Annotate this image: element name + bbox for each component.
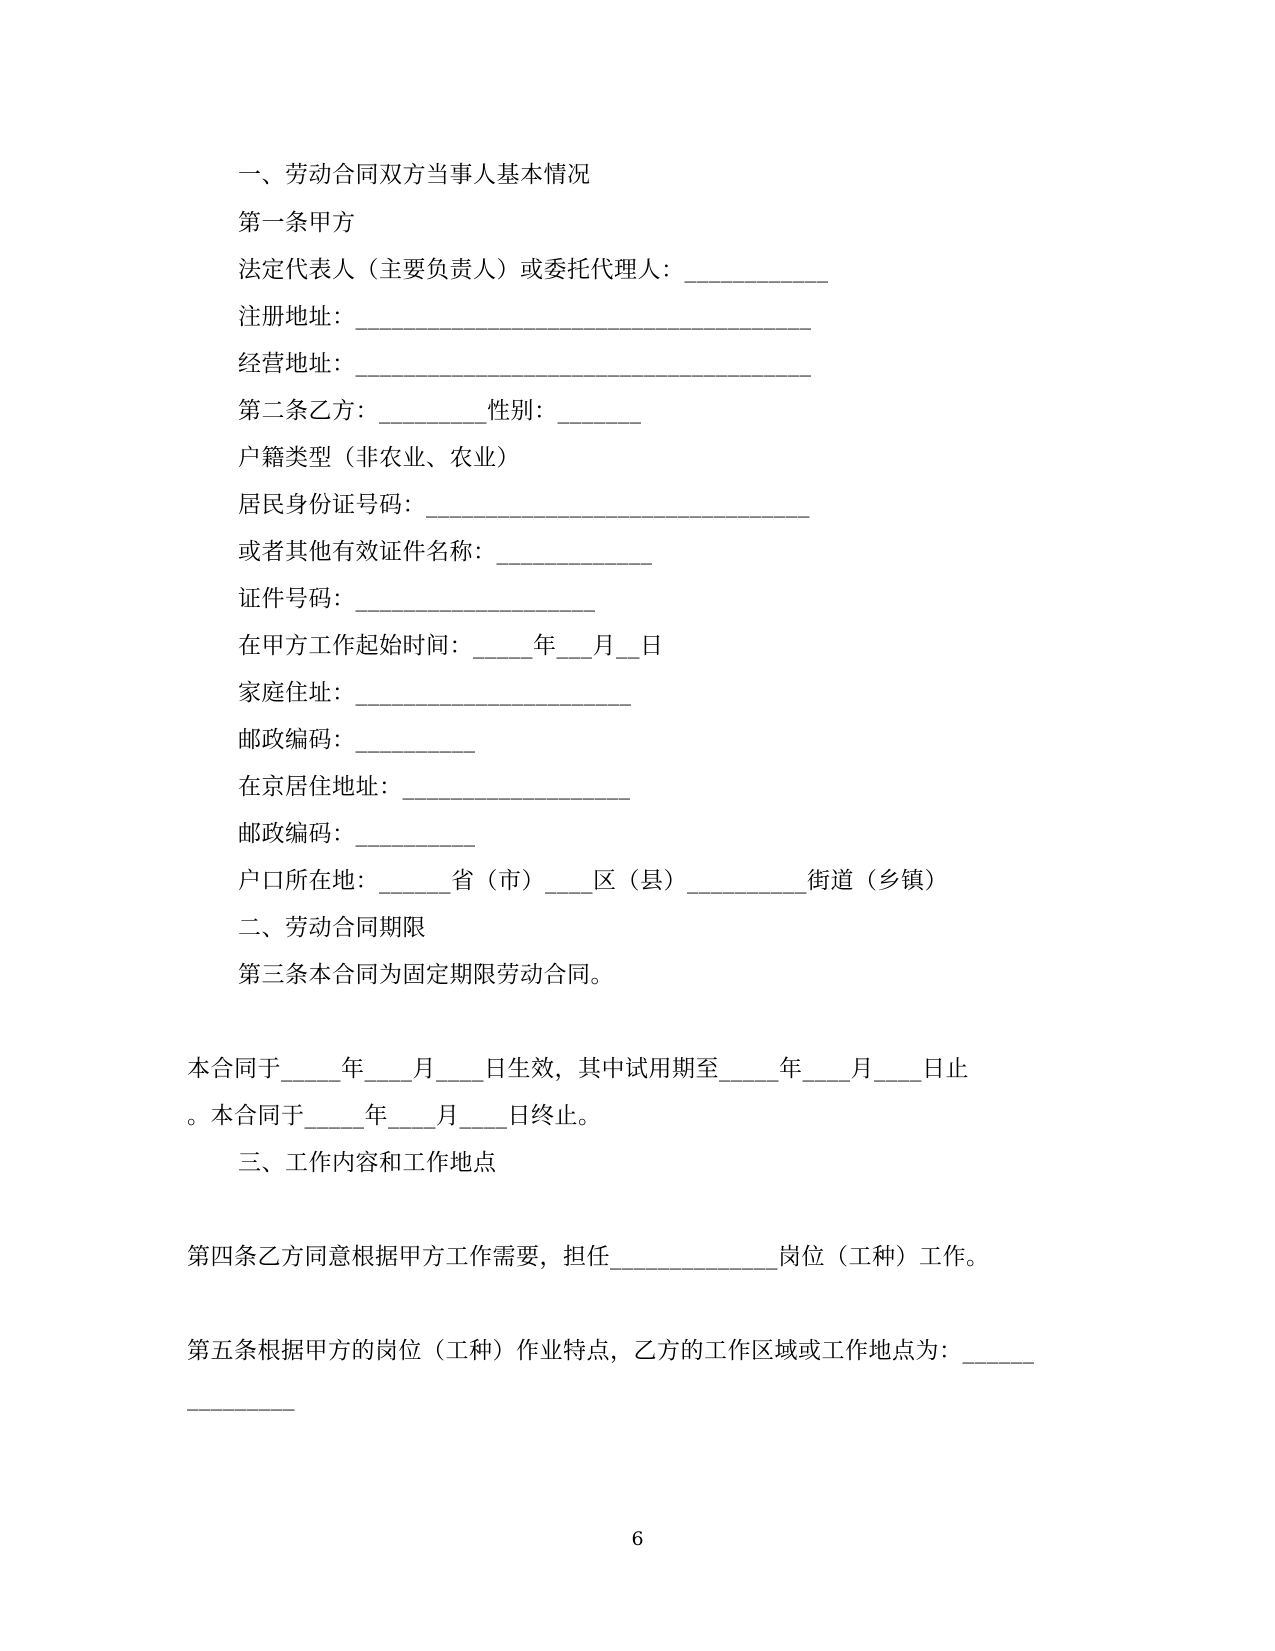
business-address-field: 经营地址：______________________________________ [238, 351, 812, 377]
article-5-work-location-line: 第五条根据甲方的岗位（工种）作业特点，乙方的工作区域或工作地点为：______ [187, 1338, 1035, 1364]
section-heading-term: 二、劳动合同期限 [238, 915, 426, 941]
household-type-line: 户籍类型（非农业、农业） [238, 445, 520, 471]
article-3-line: 第三条本合同为固定期限劳动合同。 [238, 962, 614, 988]
contract-effective-date-line: 本合同于_____年____月____日生效，其中试用期至_____年____月____日止 [187, 1056, 969, 1082]
postal-code-field-1: 邮政编码：__________ [238, 727, 476, 753]
page-number: 6 [631, 1528, 644, 1550]
household-registration-field: 户口所在地：______省（市）____区（县）__________街道（乡镇） [238, 868, 948, 894]
article-1-party-a: 第一条甲方 [238, 210, 356, 236]
home-address-field: 家庭住址：_______________________ [238, 680, 632, 706]
postal-code-field-2: 邮政编码：__________ [238, 821, 476, 847]
other-certificate-name-field: 或者其他有效证件名称：_____________ [238, 539, 653, 565]
section-heading-parties: 一、劳动合同双方当事人基本情况 [238, 162, 591, 188]
section-heading-work: 三、工作内容和工作地点 [238, 1150, 497, 1176]
legal-representative-field: 法定代表人（主要负责人）或委托代理人：____________ [238, 257, 829, 283]
id-card-number-field: 居民身份证号码：________________________________ [238, 492, 810, 518]
employment-start-date-field: 在甲方工作起始时间：_____年___月__日 [238, 633, 664, 659]
certificate-number-field: 证件号码：____________________ [238, 586, 596, 612]
contract-termination-date-line: 。本合同于_____年____月____日终止。 [187, 1103, 602, 1129]
article-4-position-line: 第四条乙方同意根据甲方工作需要，担任______________岗位（工种）工作。 [187, 1244, 990, 1270]
article-5-continuation-line: _________ [187, 1385, 295, 1411]
registered-address-field: 注册地址：______________________________________ [238, 304, 812, 330]
beijing-address-field: 在京居住地址：___________________ [238, 774, 631, 800]
article-2-party-b-gender-field: 第二条乙方：_________性别：_______ [238, 398, 642, 424]
